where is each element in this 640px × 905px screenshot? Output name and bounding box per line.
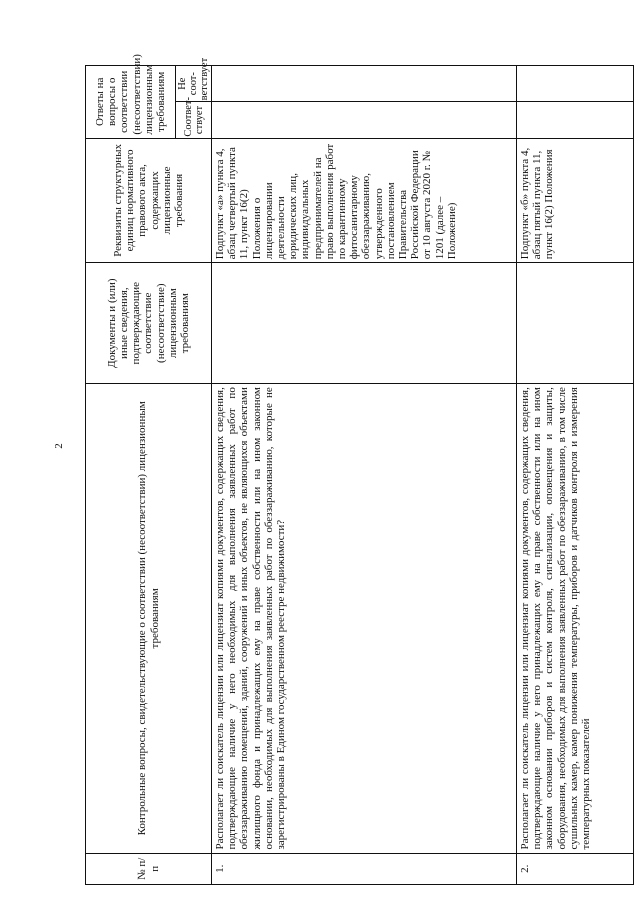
- row-documents: [517, 263, 634, 384]
- header-answers: Ответы на вопросы о соответствии (несоответствии) лицензионным требованиям: [86, 66, 176, 139]
- row-requisites: Подпункт «б» пункта 4, абзац пятый пункта 11, пункт 16(2) Положения: [517, 138, 634, 263]
- rotated-page: [85, 54, 625, 885]
- header-num: № п/п: [86, 853, 212, 884]
- row-answer-no[interactable]: [517, 66, 634, 102]
- row-requisites: Подпункт «а» пункта 4, абзац четвертый пункта 11, пункт 16(2) Положения о лицензировании деятельности юридических лиц, индивидуальных предпринимателей на право выполнения работ по карантинному фитосанитарному обеззараживанию, утвержденного постановлением Правительства Российской Федерации от 10 августа 2020 г. № 1201 (далее – Положение): [212, 138, 517, 263]
- header-answer-no: Не соот-ветствует: [177, 57, 210, 101]
- row-answer-yes[interactable]: [517, 102, 634, 138]
- row-answer-yes[interactable]: [212, 102, 517, 138]
- table-row: [517, 66, 634, 885]
- header-question: Контрольные вопросы, свидетельствующие о соответствии (несоответствии) лицензионным требованиям: [86, 384, 212, 853]
- header-documents: Документы и (или) иные сведения, подтверждающие соответствие (несоответствие) лицензионным требованиям: [86, 263, 212, 384]
- row-num: 2.: [517, 853, 634, 884]
- page-number: 2: [52, 443, 65, 449]
- compliance-table: [85, 54, 634, 885]
- header-answer-yes: Соответ-ствует: [176, 102, 212, 138]
- row-question: Располагает ли соискатель лицензии или лицензиат копиями документов, содержащих сведения, подтверждающие наличие у него принадлежащих ему на праве собственности или на ином законном основании приборов и систем контроля, сигнализации, оповещения и защиты, оборудования, необходимых для выполнения заявленных работ по обеззараживанию, в том числе сушильных камер, камер понижения температуры, приборов и датчиков контроля и измерения температурных показателей: [517, 384, 634, 853]
- row-num: 1.: [212, 853, 517, 884]
- header-requisites: Реквизиты структурных единиц нормативного правового акта, содержащих лицензионные требования: [86, 138, 212, 263]
- table-row: [212, 66, 517, 885]
- row-answer-no[interactable]: [212, 66, 517, 102]
- row-question: Располагает ли соискатель лицензии или лицензиат копиями документов, содержащих сведения, подтверждающие наличие у него необходимых для выполнения заявленных работ по обеззараживанию помещений, зданий, сооружений и иных объектов, не являющихся объектами жилищного фонда и принадлежащих ему на праве собственности или на ином законном основании, необходимых для выполнения заявленных работ по обеззараживанию, которые не зарегистрированы в Едином государственном реестре недвижимости?: [212, 384, 517, 853]
- row-documents: [212, 263, 517, 384]
